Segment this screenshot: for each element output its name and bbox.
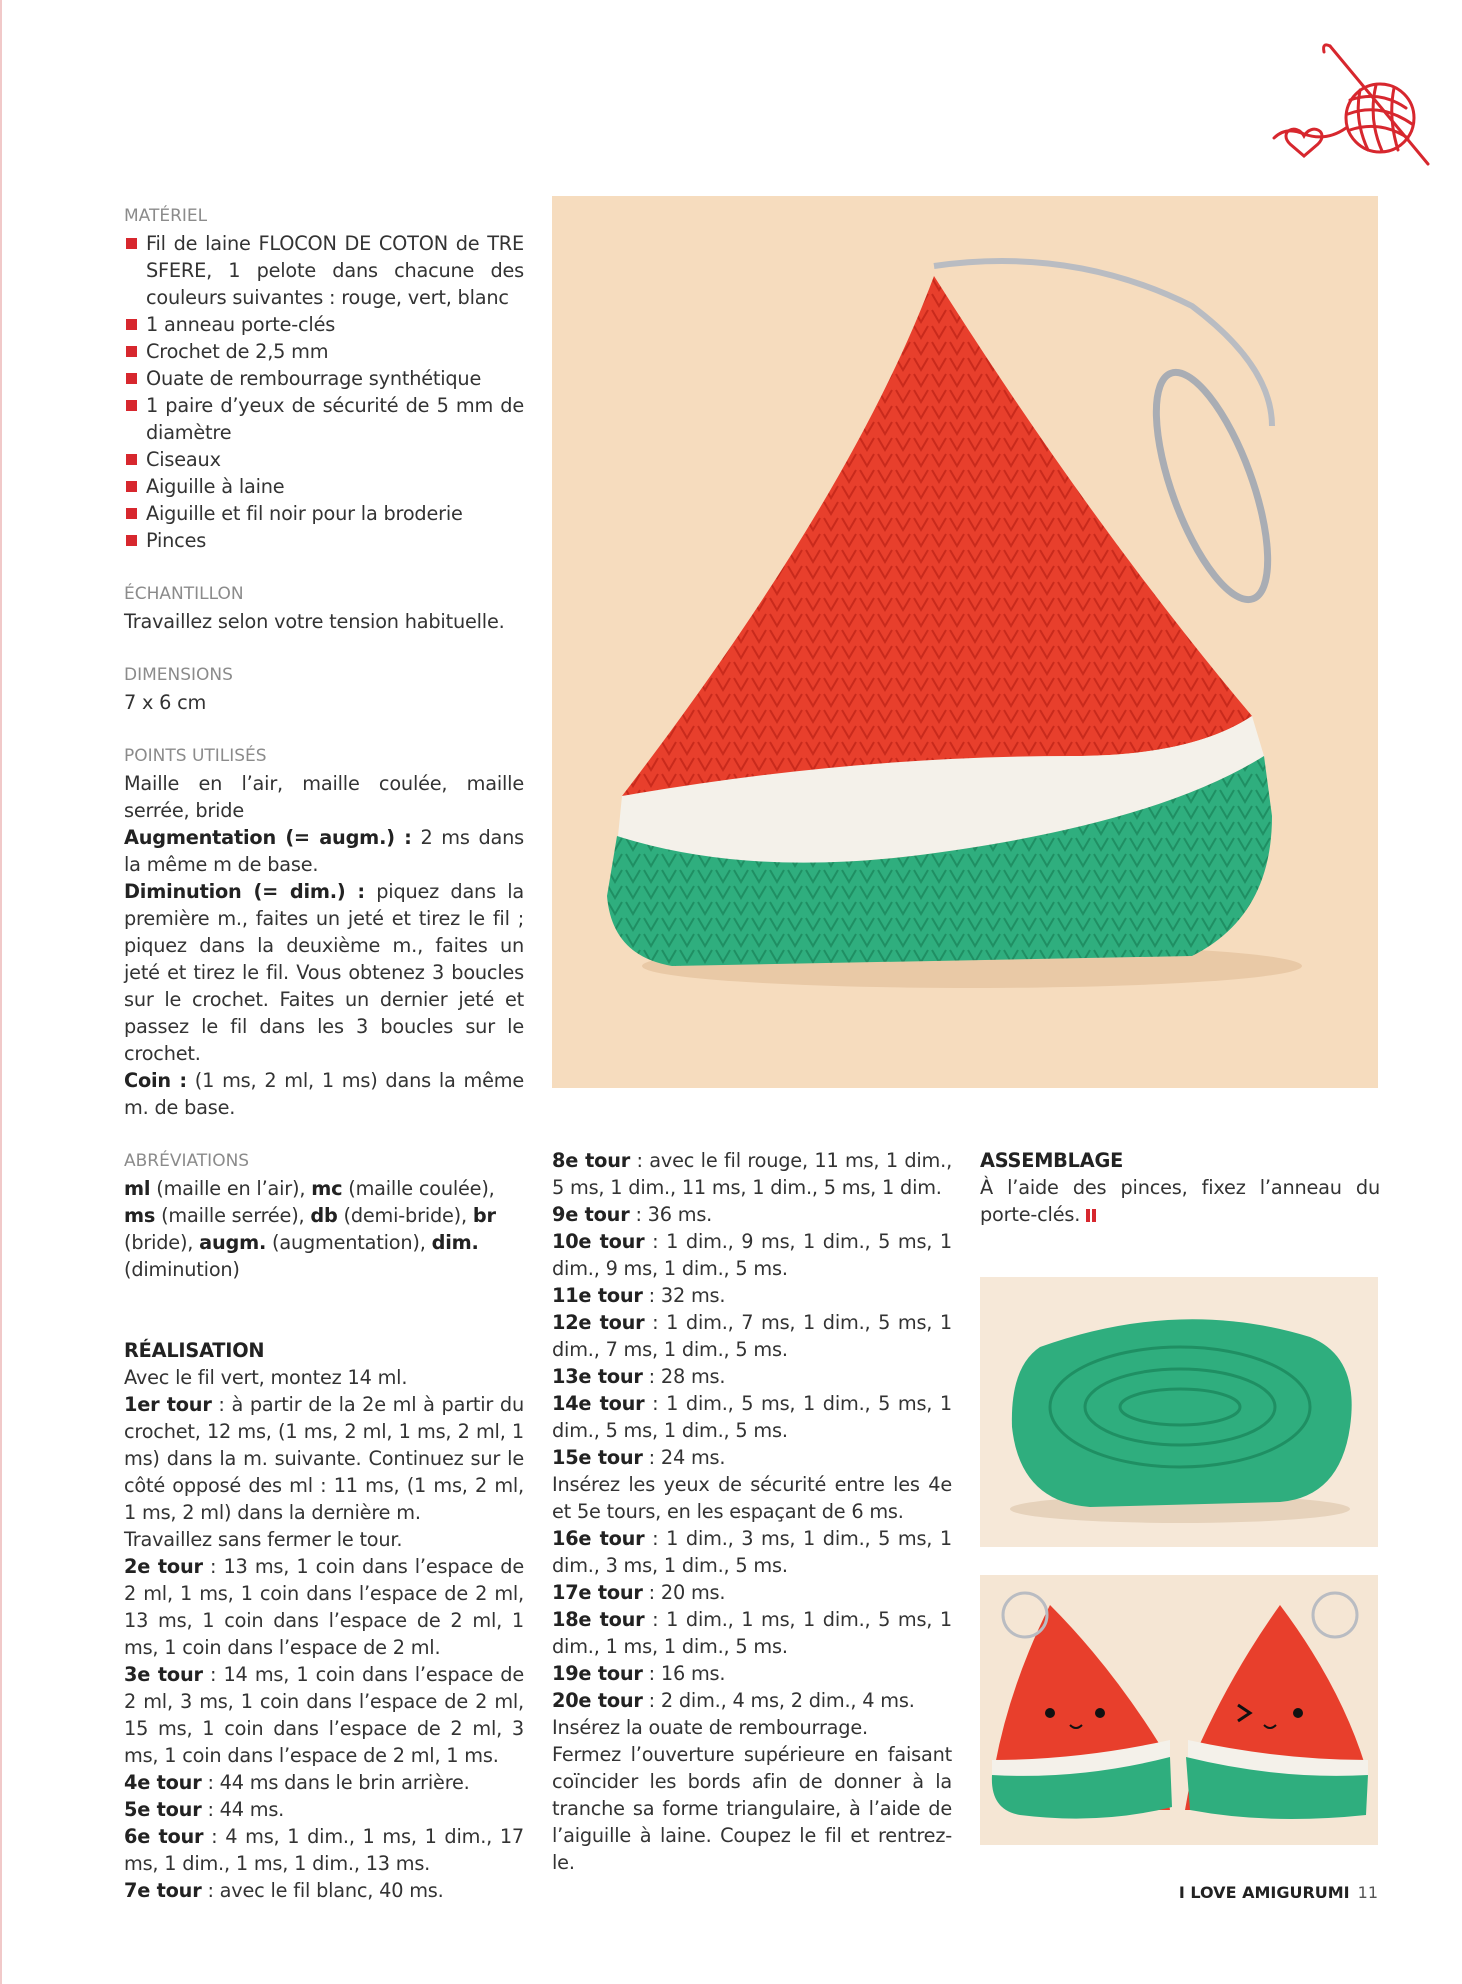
round-instruction [552, 1201, 952, 1228]
round-label: 13e tour [552, 1365, 643, 1388]
round-text: : 1 dim., 1 ms, 1 dim., 5 ms, 1 dim., 1 ms, 1 dim., 5 ms. [552, 1608, 952, 1658]
page-number: 11 [1357, 1883, 1378, 1902]
round-text: : 16 ms. [642, 1662, 726, 1685]
abbr-term: dim. [431, 1231, 479, 1254]
round-text: : avec le fil rouge, 11 ms, 1 dim., 5 ms, 1 dim., 11 ms, 1 dim., 5 ms, 1 dim. [552, 1149, 952, 1199]
round-instruction [552, 1660, 952, 1687]
dimensions-text: 7 x 6 cm [124, 691, 207, 714]
rounds-list-left [124, 1391, 524, 1904]
abbr-term: ms [124, 1204, 156, 1227]
coin-definition [124, 1067, 524, 1121]
column-right [980, 1147, 1380, 1228]
round-instruction [552, 1363, 952, 1390]
round-text: : à partir de la 2e ml à partir du crochet, 12 ms, (1 ms, 2 ml, 1 ms, 2 ml, 1 ms) dans la m. suivante. Continuez sur le côté opposé des ml : 11 ms, (1 ms, 2 ml, 1 ms, 2 ml) dans la dernière m. [124, 1393, 524, 1524]
assemblage-body: À l’aide des pinces, fixez l’anneau du porte-clés. [980, 1176, 1380, 1226]
round-text: : 28 ms. [642, 1365, 726, 1388]
round-text: : 44 ms. [201, 1798, 285, 1821]
abbr-term: mc [311, 1177, 343, 1200]
assemblage-text [980, 1174, 1380, 1228]
watermelon-keychain-photo [552, 196, 1378, 1088]
round-label: 9e tour [552, 1203, 630, 1226]
abreviations-text [124, 1175, 524, 1283]
round-text: Insérez la ouate de rembourrage. [552, 1716, 868, 1739]
round-label: 12e tour [552, 1311, 645, 1334]
round-text: : 44 ms dans le brin arrière. [201, 1771, 470, 1794]
round-text: : 1 dim., 7 ms, 1 dim., 5 ms, 1 dim., 7 ms, 1 dim., 5 ms. [552, 1311, 952, 1361]
list-item: 1 anneau porte-clés [124, 311, 524, 338]
abbr-def: (bride), [124, 1231, 200, 1254]
round-text: : 4 ms, 1 dim., 1 ms, 1 dim., 17 ms, 1 dim., 1 ms, 1 dim., 13 ms. [124, 1825, 524, 1875]
list-item: Ouate de rembourrage synthétique [124, 365, 524, 392]
round-instruction [552, 1525, 952, 1579]
list-item: Fil de laine FLOCON DE COTON de TRE SFERE, 1 pelote dans chacune des couleurs suivantes : rouge, vert, blanc [124, 230, 524, 311]
points-intro: Maille en l’air, maille coulée, maille serrée, bride [124, 772, 524, 822]
column-middle [552, 1147, 952, 1876]
abbr-term: ml [124, 1177, 151, 1200]
abbr-term: db [310, 1204, 338, 1227]
list-item: Ciseaux [124, 446, 524, 473]
round-text: : 1 dim., 3 ms, 1 dim., 5 ms, 1 dim., 3 ms, 1 dim., 5 ms. [552, 1527, 952, 1577]
round-instruction [124, 1769, 524, 1796]
round-label: 19e tour [552, 1662, 643, 1685]
round-instruction [124, 1391, 524, 1526]
echantillon-title: ÉCHANTILLON [124, 584, 244, 604]
list-item: Pinces [124, 527, 524, 554]
abbr-term: augm. [199, 1231, 267, 1254]
round-label: 20e tour [552, 1689, 643, 1712]
augmentation-text: 2 ms dans la même m de base. [124, 826, 524, 876]
augmentation-label: Augmentation (= augm.) : [124, 826, 412, 849]
echantillon-text: Travaillez selon votre tension habituelle. [124, 610, 505, 633]
round-text: : 36 ms. [629, 1203, 713, 1226]
round-text: Fermez l’ouverture supérieure en faisant coïncider les bords afin de donner à la tranche sa forme triangulaire, à l’aide de l’aiguille à laine. Coupez le fil et rentrez-le. [552, 1743, 952, 1874]
round-text: : 14 ms, 1 coin dans l’espace de 2 ml, 3 ms, 1 coin dans l’espace de 2 ml, 15 ms, 1 coin dans l’espace de 2 ml, 3 ms, 1 coin dans l’espace de 2 ml, 1 ms. [124, 1663, 524, 1767]
materiel-list [124, 230, 524, 554]
round-instruction [124, 1526, 524, 1553]
diminution-label: Diminution (= dim.) : [124, 880, 365, 903]
round-label: 1er tour [124, 1393, 212, 1416]
round-instruction [552, 1390, 952, 1444]
round-instruction [124, 1661, 524, 1769]
round-label: 15e tour [552, 1446, 643, 1469]
diminution-definition [124, 878, 524, 1067]
round-instruction [552, 1309, 952, 1363]
round-text: : 20 ms. [642, 1581, 726, 1604]
materiel-title: MATÉRIEL [124, 206, 208, 226]
round-label: 10e tour [552, 1230, 645, 1253]
round-text: : 32 ms. [642, 1284, 726, 1307]
abbr-term: br [472, 1204, 496, 1227]
round-label: 18e tour [552, 1608, 645, 1631]
round-text: : 1 dim., 9 ms, 1 dim., 5 ms, 1 dim., 9 ms, 1 dim., 5 ms. [552, 1230, 952, 1280]
round-label: 14e tour [552, 1392, 645, 1415]
end-mark-icon [1086, 1209, 1090, 1222]
round-instruction [552, 1444, 952, 1471]
abbr-def: (diminution) [124, 1258, 240, 1281]
dimensions-title: DIMENSIONS [124, 665, 233, 685]
list-item: Aiguille et fil noir pour la broderie [124, 500, 524, 527]
abbr-def: (maille en l’air), [150, 1177, 312, 1200]
round-instruction [552, 1606, 952, 1660]
round-instruction [552, 1471, 952, 1525]
round-text: : 24 ms. [642, 1446, 726, 1469]
yarn-ball-logo-icon [1268, 38, 1438, 178]
magazine-name: I LOVE AMIGURUMI [1178, 1883, 1350, 1902]
round-label: 6e tour [124, 1825, 204, 1848]
page-footer [1179, 1883, 1378, 1902]
diminution-text: piquez dans la première m., faites un jeté et tirez le fil ; piquez dans la deuxième m., faites un jeté et tirez le fil. Vous obtenez 3 boucles sur le crochet. Faites un dernier jeté et passez le fil dans les 3 boucles sur le crochet. [124, 880, 524, 1065]
round-text: Insérez les yeux de sécurité entre les 4e et 5e tours, en les espaçant de 6 ms. [552, 1473, 952, 1523]
round-instruction [552, 1228, 952, 1282]
abbr-def: (maille serrée), [155, 1204, 311, 1227]
coin-text: (1 ms, 2 ml, 1 ms) dans la même m. de base. [124, 1069, 524, 1119]
round-instruction [552, 1741, 952, 1876]
page-edge [0, 0, 2, 1984]
column-left [124, 203, 524, 1904]
round-instruction [124, 1877, 524, 1904]
round-text: : 13 ms, 1 coin dans l’espace de 2 ml, 1 ms, 1 coin dans l’espace de 2 ml, 13 ms, 1 coin dans l’espace de 2 ml, 1 ms, 1 coin dans l’espace de 2 ml. [124, 1555, 524, 1659]
round-instruction [552, 1147, 952, 1201]
round-label: 2e tour [124, 1555, 203, 1578]
list-item: Crochet de 2,5 mm [124, 338, 524, 365]
realisation-title: RÉALISATION [124, 1339, 265, 1362]
round-instruction [552, 1282, 952, 1309]
round-label: 5e tour [124, 1798, 202, 1821]
round-text: : 1 dim., 5 ms, 1 dim., 5 ms, 1 dim., 5 ms, 1 dim., 5 ms. [552, 1392, 952, 1442]
round-label: 4e tour [124, 1771, 202, 1794]
rounds-list-middle [552, 1147, 952, 1876]
abbr-def: (maille coulée), [342, 1177, 495, 1200]
assemblage-title: ASSEMBLAGE [980, 1149, 1124, 1172]
points-title: POINTS UTILISÉS [124, 746, 267, 766]
round-text: : avec le fil blanc, 40 ms. [201, 1879, 444, 1902]
round-text: Travaillez sans fermer le tour. [124, 1528, 403, 1551]
round-label: 8e tour [552, 1149, 631, 1172]
abbr-def: (demi-bride), [337, 1204, 473, 1227]
coin-label: Coin : [124, 1069, 187, 1092]
realisation-intro: Avec le fil vert, montez 14 ml. [124, 1366, 408, 1389]
two-keychains-photo [980, 1575, 1378, 1845]
round-instruction [552, 1579, 952, 1606]
round-instruction [124, 1823, 524, 1877]
round-instruction [552, 1687, 952, 1714]
round-label: 16e tour [552, 1527, 645, 1550]
round-label: 3e tour [124, 1663, 203, 1686]
keychain-base-photo [980, 1277, 1378, 1547]
round-label: 11e tour [552, 1284, 643, 1307]
augmentation-definition [124, 824, 524, 878]
round-label: 7e tour [124, 1879, 202, 1902]
round-label: 17e tour [552, 1581, 643, 1604]
list-item: 1 paire d’yeux de sécurité de 5 mm de diamètre [124, 392, 524, 446]
round-instruction [124, 1796, 524, 1823]
round-instruction [124, 1553, 524, 1661]
list-item: Aiguille à laine [124, 473, 524, 500]
round-text: : 2 dim., 4 ms, 2 dim., 4 ms. [642, 1689, 915, 1712]
abreviations-title: ABRÉVIATIONS [124, 1151, 250, 1171]
abbr-def: (augmentation), [266, 1231, 432, 1254]
round-instruction [552, 1714, 952, 1741]
